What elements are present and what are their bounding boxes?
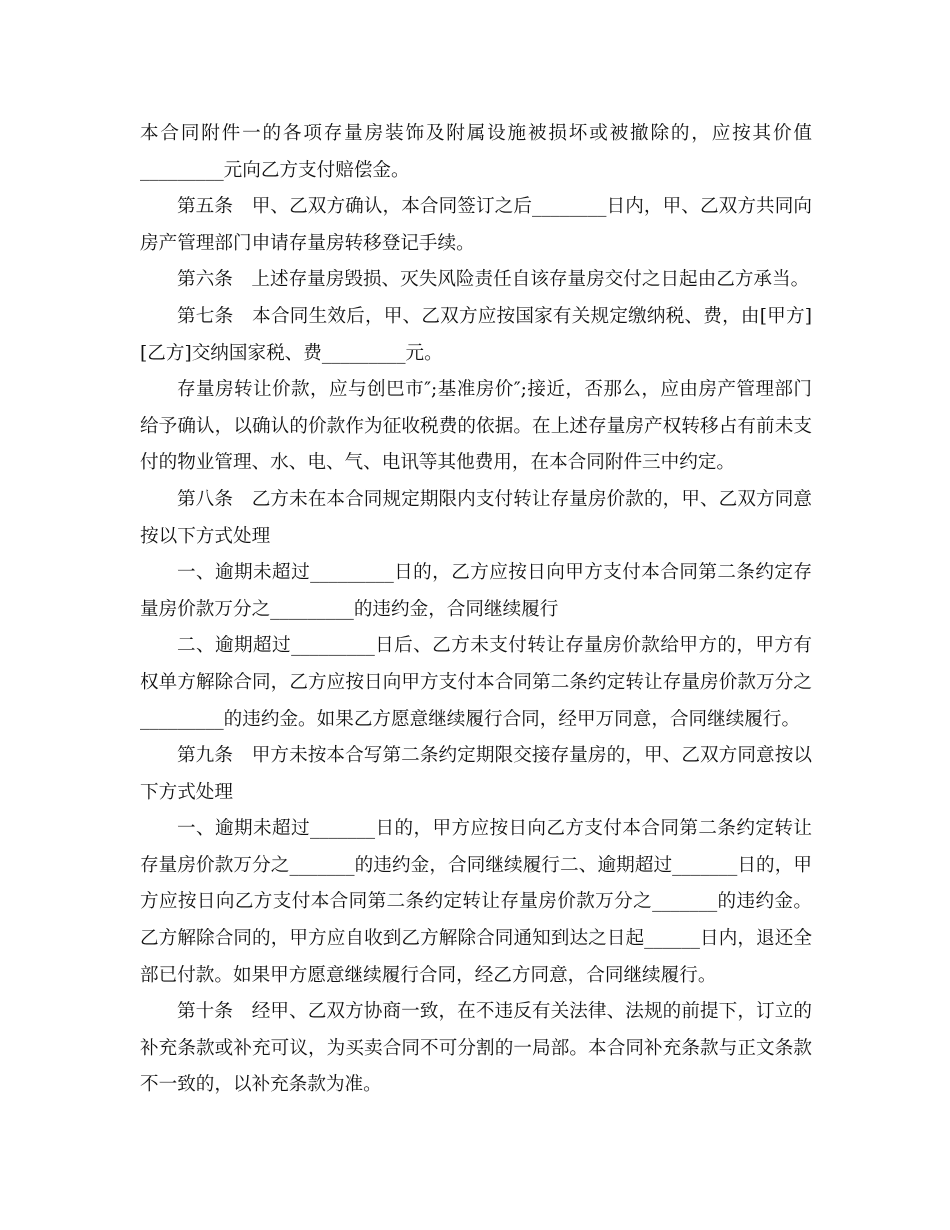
paragraph-article-5: 第五条 甲、乙双方确认，本合同签订之后________日内，甲、乙双方共同向房产管理部门申请存量房转移登记手续。: [140, 196, 812, 254]
paragraph-transfer-price: 存量房转让价款，应与创巴市″;基准房价″;接近，否那么，应由房产管理部门给予确认，以确认的价款作为征收税费的依据。在上述存量房产权转移占有前未支付的物业管理、水、电、气、电讯等其他费用，在本合同附件三中约定。: [140, 379, 812, 474]
paragraph-article-10: 第十条 经甲、乙双方协商一致，在不违反有关法律、法规的前提下，订立的补充条款或补充可议，为买卖合同不可分割的一局部。本合同补充条款与正文条款不一致的，以补充条款为准。: [140, 1001, 812, 1096]
paragraph-article-8: 第八条 乙方未在本合同规定期限内支付转让存量房价款的，甲、乙双方同意按以下方式处理: [140, 488, 812, 547]
paragraph-article-8-item-1: 一、逾期未超过_________日的，乙方应按日向甲方支付本合同第二条约定存量房价款万分之_________的违约金，合同继续履行: [140, 562, 812, 620]
document-body: [140, 116, 812, 1104]
paragraph-article-8-item-2: 二、逾期超过_________日后、乙方未支付转让存量房价款给甲方的，甲方有权单方解除合同，乙方应按日向甲方支付本合同第二条约定转让存量房价款万分之_________的违约金。如果乙方愿意继续履行合同，经甲万同意，合同继续履行。: [140, 635, 812, 730]
paragraph-article-7: 第七条 本合同生效后，甲、乙双方应按国家有关规定缴纳税、费，由[甲方][乙方]交纳国家税、费_________元。: [140, 305, 812, 364]
paragraph-article-9-items: 一、逾期未超过_______日的，甲方应按日向乙方支付本合同第二条约定转让存量房价款万分之_______的违约金，合同继续履行二、逾期超过_______日的，甲方应按日向乙方支付本合同第二条约定转让存量房价款万分之_______的违约金。乙方解除合同的，甲方应自收到乙方解除合同通知到达之日起______日内，退还全部已付款。如果甲方愿意继续履行合同，经乙方同意，合同继续履行。: [140, 818, 812, 986]
paragraph-article-6: 第六条 上述存量房毁损、灭失风险责任自该存量房交付之日起由乙方承当。: [177, 269, 810, 291]
paragraph-article-9: 第九条 甲方未按本合写第二条约定期限交接存量房的，甲、乙双方同意按以下方式处理: [140, 745, 812, 803]
paragraph-annex-compensation: 本合同附件一的各项存量房装饰及附属设施被损坏或被撤除的，应按其价值_________元向乙方支付赔偿金。: [140, 123, 812, 181]
